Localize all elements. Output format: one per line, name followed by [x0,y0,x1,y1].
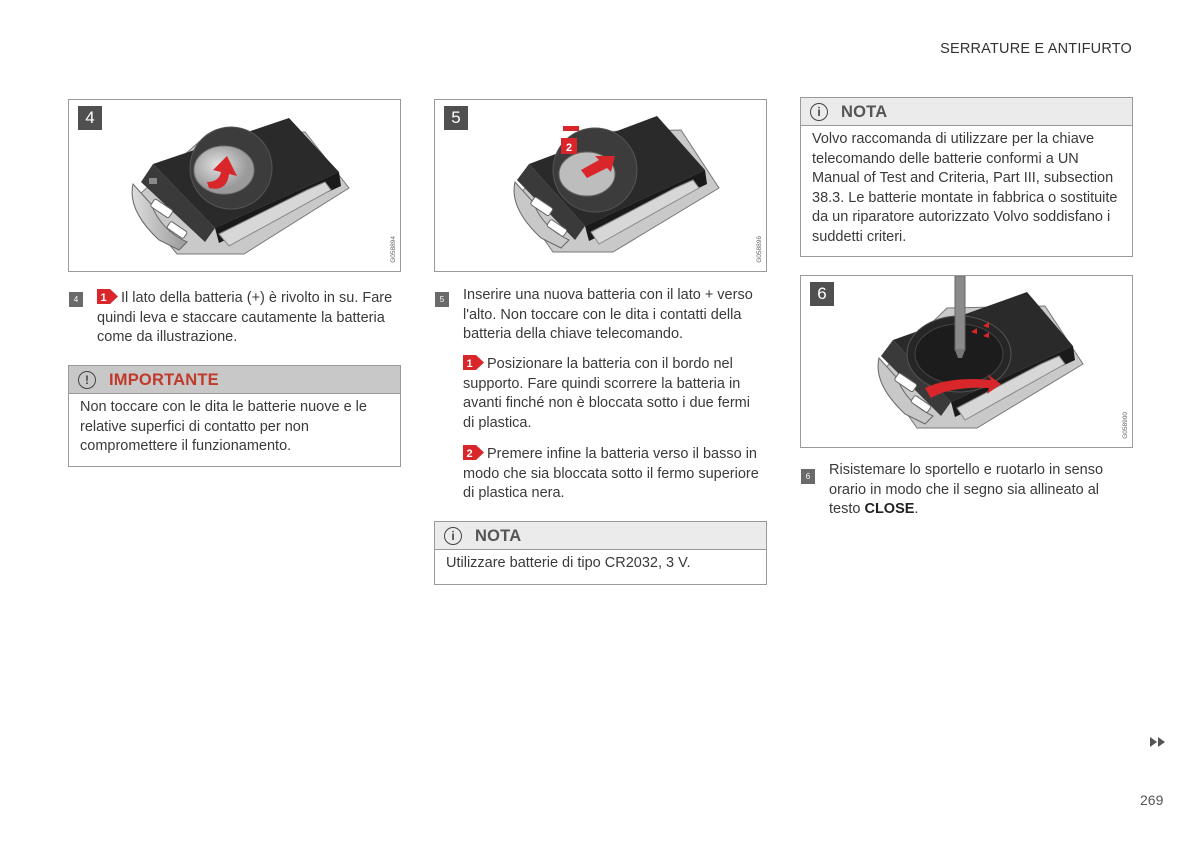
step-text [97,289,397,348]
page-header: SERRATURE E ANTIFURTO [940,41,1132,57]
important-box [68,365,401,467]
note-text: Volvo raccomanda di utilizzare per la chiave telecomando delle batterie conformi a UN Manual of Test and Criteria, Part III, subsection 38.3. Le batterie montate in fabbrica o sostituite da un riparatore autorizzato Volvo soddisfano i suddetti criteri. [812,131,1118,245]
note-title: NOTA [475,527,522,545]
figure-code: G058900 [1122,412,1129,439]
step-5-text: Inserire una nuova batteria con il lato + verso l'alto. Non toccare con le dita i contatti della batteria della chiave telecomando. [463,287,753,342]
numbered-arrow-icon [463,355,484,370]
warning-icon: ! [78,371,96,389]
sub1-text: Posizionare la batteria con il bordo nel supporto. Fare quindi scorrere la batteria in avanti finché non è bloccata sotto i due fermi di plastica. [463,356,750,431]
important-header [69,366,400,394]
figure-number: 4 [78,106,102,130]
close-label: CLOSE [864,501,915,517]
battery-cover-rotate-illustration [801,276,1133,448]
note-header [801,98,1132,126]
double-chevron-right-icon[interactable] [1149,736,1167,748]
page-number: 269 [1140,792,1164,808]
step-5 [435,286,767,506]
step-6-text-pre: Risistemare lo sportello e ruotarlo in senso orario in modo che il segno sia allineato al testo [829,462,1104,517]
step-5-sub2 [463,445,765,504]
step-6-text-post: . [914,501,919,517]
battery-removal-illustration [69,100,401,272]
info-icon: i [810,103,828,121]
numbered-arrow-icon [463,445,484,460]
info-icon: i [444,527,462,545]
step-4 [69,289,401,349]
figure-code: G058896 [756,236,763,263]
battery-insert-illustration [435,100,767,272]
figure-code: G058894 [390,236,397,263]
note-text: Utilizzare batterie di tipo CR2032, 3 V. [446,555,691,571]
note-box-battery-standard [800,97,1133,257]
svg-text:2: 2 [466,448,473,460]
important-title: IMPORTANTE [109,371,219,389]
step-6 [801,461,1133,521]
note-header [435,522,766,550]
step-badge: 4 [69,292,83,307]
note-box-battery-type [434,521,767,585]
step-6-text [829,461,1129,520]
important-text: Non toccare con le dita le batterie nuove e le relative superfici di contatto per non compromettere il funzionamento. [80,399,367,454]
figure-4 [68,99,401,272]
note-title: NOTA [841,103,888,121]
step-4-text: Il lato della batteria (+) è rivolto in su. Fare quindi leva e staccare cautamente la batteria come da illustrazione. [97,290,393,345]
figure-5 [434,99,767,272]
numbered-arrow-icon [97,289,118,304]
step-badge: 5 [435,292,449,307]
figure-6 [800,275,1133,448]
step-badge: 6 [801,469,815,484]
figure-number: 6 [810,282,834,306]
svg-text:2: 2 [565,142,573,154]
svg-text:1: 1 [100,292,107,304]
figure-number: 5 [444,106,468,130]
sub2-text: Premere infine la batteria verso il basso in modo che sia bloccata sotto il fermo superiore di plastica nera. [463,446,759,501]
svg-text:1: 1 [466,358,473,370]
step-5-sub1 [463,355,765,433]
